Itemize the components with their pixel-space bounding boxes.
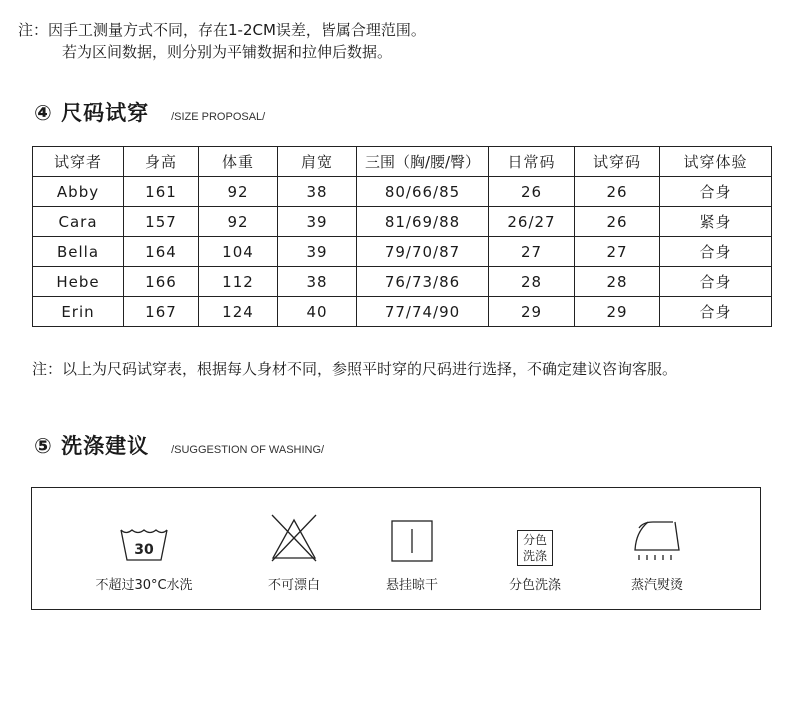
measurement-note <box>18 20 426 62</box>
table-header-row <box>33 147 772 177</box>
table-cell: 112 <box>199 267 278 297</box>
table-cell: 157 <box>124 207 199 237</box>
table-cell: 92 <box>199 207 278 237</box>
size-section-header <box>34 97 265 127</box>
measurement-note-line2: 若为区间数据，则分别为平铺数据和拉伸后数据。 <box>62 43 393 61</box>
header-cell: 身高 <box>124 147 199 177</box>
wash-item-label: 不超过30°C水洗 <box>95 578 193 593</box>
table-cell: 39 <box>278 237 357 267</box>
table-cell: 27 <box>575 237 660 267</box>
table-cell: 38 <box>278 267 357 297</box>
table-cell: 167 <box>124 297 199 327</box>
table-cell: 76/73/86 <box>357 267 489 297</box>
table-cell: 合身 <box>660 297 772 327</box>
table-cell: 92 <box>199 177 278 207</box>
table-cell: 26 <box>489 177 575 207</box>
table-cell: 紧身 <box>660 207 772 237</box>
table-cell: 29 <box>575 297 660 327</box>
table-cell: 合身 <box>660 267 772 297</box>
size-advice-note: 注：以上为尺码试穿表，根据每人身材不同，参照平时穿的尺码进行选择，不确定建议咨询客服。 <box>32 360 678 378</box>
table-cell: 合身 <box>660 237 772 267</box>
table-cell: 38 <box>278 177 357 207</box>
table-row <box>33 297 772 327</box>
table-cell: Erin <box>33 297 124 327</box>
header-cell: 试穿者 <box>33 147 124 177</box>
table-cell: 26/27 <box>489 207 575 237</box>
table-cell: 164 <box>124 237 199 267</box>
wash-item-label: 不可漂白 <box>267 578 320 593</box>
table-cell: Hebe <box>33 267 124 297</box>
table-cell: 28 <box>489 267 575 297</box>
table-cell: 39 <box>278 207 357 237</box>
wash-separately-icon-text: 洗涤 <box>522 549 547 563</box>
table-cell: 27 <box>489 237 575 267</box>
wash-instructions-panel <box>31 487 761 610</box>
table-cell: 40 <box>278 297 357 327</box>
table-row <box>33 267 772 297</box>
table-cell: 81/69/88 <box>357 207 489 237</box>
wash-section-title: ⑤ 洗涤建议 <box>34 434 150 458</box>
table-cell: Abby <box>33 177 124 207</box>
wash-temperature-text: 30 <box>134 542 154 558</box>
table-row <box>33 207 772 237</box>
table-cell: Cara <box>33 207 124 237</box>
table-row <box>33 237 772 267</box>
wash-item-hang-dry <box>342 512 482 593</box>
wash-item-steam-iron <box>587 512 727 593</box>
wash-section-subtitle: /SUGGESTION OF WASHING/ <box>171 444 325 456</box>
header-cell: 体重 <box>199 147 278 177</box>
wash-separately-icon-text: 分色 <box>522 533 547 547</box>
size-section-subtitle: /SIZE PROPOSAL/ <box>171 111 266 123</box>
steam-iron-icon <box>631 518 683 566</box>
wash-item-label: 悬挂晾干 <box>385 578 438 593</box>
size-section-title: ④ 尺码试穿 <box>34 101 150 125</box>
wash-item-separate-wash <box>465 512 605 593</box>
table-cell: 80/66/85 <box>357 177 489 207</box>
header-cell: 三围（胸/腰/臀） <box>357 147 489 177</box>
table-cell: Bella <box>33 237 124 267</box>
wash-item-machine-wash <box>74 512 214 593</box>
table-row <box>33 177 772 207</box>
table-cell: 124 <box>199 297 278 327</box>
wash-basin-icon <box>119 526 169 566</box>
table-cell: 29 <box>489 297 575 327</box>
table-cell: 26 <box>575 177 660 207</box>
header-cell: 试穿体验 <box>660 147 772 177</box>
measurement-note-line1: 注：因手工测量方式不同，存在1-2CM误差，皆属合理范围。 <box>18 21 426 39</box>
hang-dry-icon <box>391 520 433 566</box>
table-cell: 104 <box>199 237 278 267</box>
table-cell: 161 <box>124 177 199 207</box>
table-cell: 77/74/90 <box>357 297 489 327</box>
table-cell: 合身 <box>660 177 772 207</box>
no-bleach-icon <box>269 514 319 566</box>
header-cell: 试穿码 <box>575 147 660 177</box>
table-cell: 166 <box>124 267 199 297</box>
wash-separately-icon <box>517 530 553 566</box>
wash-item-label: 蒸汽熨烫 <box>630 578 683 593</box>
table-cell: 26 <box>575 207 660 237</box>
table-cell: 28 <box>575 267 660 297</box>
header-cell: 肩宽 <box>278 147 357 177</box>
header-cell: 日常码 <box>489 147 575 177</box>
wash-section-header <box>34 430 324 460</box>
size-trial-table <box>32 146 772 327</box>
table-cell: 79/70/87 <box>357 237 489 267</box>
wash-item-label: 分色洗涤 <box>508 578 561 593</box>
